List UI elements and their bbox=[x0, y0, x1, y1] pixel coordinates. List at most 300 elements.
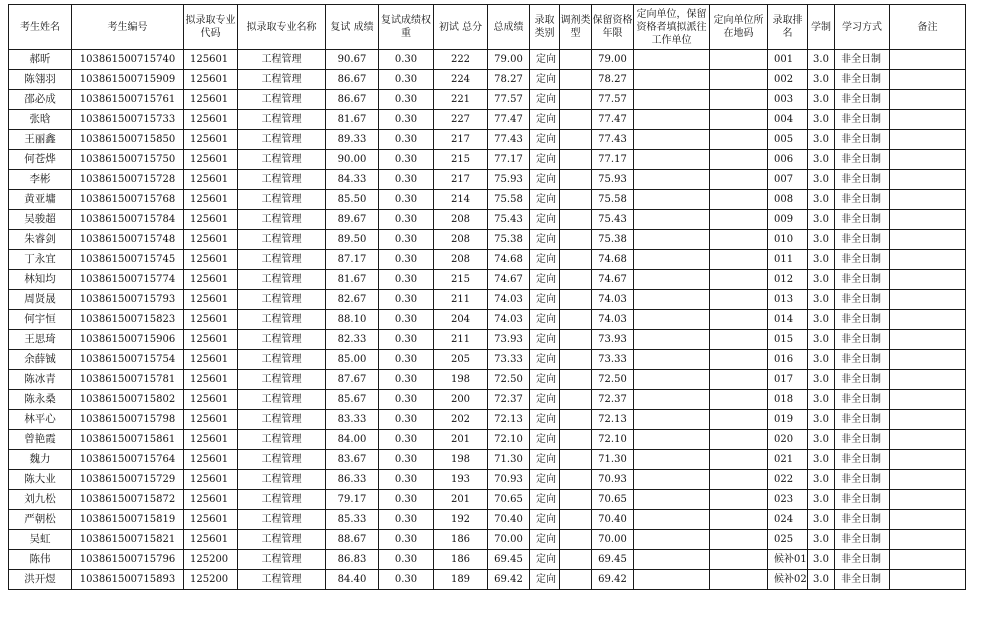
student-name-cell: 曾艳霞 bbox=[9, 430, 72, 450]
major-code-cell: 125601 bbox=[184, 110, 238, 130]
remarks-cell bbox=[890, 270, 966, 290]
admission-category-cell: 定向 bbox=[530, 150, 560, 170]
admission-table bbox=[8, 4, 966, 590]
adjustment-type-cell bbox=[560, 570, 592, 590]
retest-score-cell: 82.67 bbox=[326, 290, 379, 310]
table-row bbox=[9, 110, 966, 130]
study-years-cell: 3.0 bbox=[808, 230, 835, 250]
major-name-cell: 工程管理 bbox=[238, 390, 326, 410]
student-id-cell: 103861500715893 bbox=[72, 570, 184, 590]
initial-score-cell: 224 bbox=[434, 70, 488, 90]
target-unit-cell bbox=[634, 410, 710, 430]
study-mode-cell: 非全日制 bbox=[835, 310, 890, 330]
admission-rank-cell: 023 bbox=[768, 490, 808, 510]
adjustment-type-cell bbox=[560, 230, 592, 250]
unit-location-code-cell bbox=[710, 50, 768, 70]
major-name-cell: 工程管理 bbox=[238, 110, 326, 130]
target-unit-cell bbox=[634, 330, 710, 350]
admission-rank-cell: 025 bbox=[768, 530, 808, 550]
initial-score-cell: 189 bbox=[434, 570, 488, 590]
retest-score-cell: 84.33 bbox=[326, 170, 379, 190]
remarks-cell bbox=[890, 310, 966, 330]
total-score-cell: 70.40 bbox=[488, 510, 530, 530]
total-score-cell: 75.38 bbox=[488, 230, 530, 250]
adjustment-type-cell bbox=[560, 410, 592, 430]
student-name-cell: 黄亚墉 bbox=[9, 190, 72, 210]
unit-location-code-cell bbox=[710, 130, 768, 150]
remarks-cell bbox=[890, 550, 966, 570]
major-code-cell: 125601 bbox=[184, 450, 238, 470]
table-body bbox=[9, 50, 966, 590]
admission-category-cell: 定向 bbox=[530, 50, 560, 70]
unit-location-code-cell bbox=[710, 350, 768, 370]
retain-years-cell: 79.00 bbox=[592, 50, 634, 70]
retain-years-cell: 73.93 bbox=[592, 330, 634, 350]
table-row bbox=[9, 350, 966, 370]
student-id-cell: 103861500715906 bbox=[72, 330, 184, 350]
adjustment-type-cell bbox=[560, 470, 592, 490]
student-id-cell: 103861500715781 bbox=[72, 370, 184, 390]
total-score-cell: 70.65 bbox=[488, 490, 530, 510]
retain-years-cell: 77.47 bbox=[592, 110, 634, 130]
remarks-cell bbox=[890, 170, 966, 190]
adjustment-type-cell bbox=[560, 110, 592, 130]
admission-rank-cell: 021 bbox=[768, 450, 808, 470]
study-mode-cell: 非全日制 bbox=[835, 150, 890, 170]
admission-category-cell: 定向 bbox=[530, 130, 560, 150]
retest-score-cell: 84.40 bbox=[326, 570, 379, 590]
initial-score-cell: 186 bbox=[434, 550, 488, 570]
unit-location-code-cell bbox=[710, 570, 768, 590]
admission-rank-cell: 003 bbox=[768, 90, 808, 110]
table-row bbox=[9, 370, 966, 390]
remarks-cell bbox=[890, 290, 966, 310]
major-name-cell: 工程管理 bbox=[238, 290, 326, 310]
retain-years-cell: 75.58 bbox=[592, 190, 634, 210]
table-row bbox=[9, 130, 966, 150]
unit-location-code-cell bbox=[710, 430, 768, 450]
retest-weight-cell: 0.30 bbox=[379, 250, 434, 270]
table-row bbox=[9, 410, 966, 430]
study-mode-cell: 非全日制 bbox=[835, 90, 890, 110]
student-name-cell: 刘九松 bbox=[9, 490, 72, 510]
target-unit-cell bbox=[634, 530, 710, 550]
column-header: 总成绩 bbox=[488, 5, 530, 50]
student-id-cell: 103861500715819 bbox=[72, 510, 184, 530]
column-header: 录取类别 bbox=[530, 5, 560, 50]
retest-score-cell: 86.33 bbox=[326, 470, 379, 490]
initial-score-cell: 217 bbox=[434, 170, 488, 190]
study-years-cell: 3.0 bbox=[808, 150, 835, 170]
study-mode-cell: 非全日制 bbox=[835, 230, 890, 250]
student-name-cell: 陈冰青 bbox=[9, 370, 72, 390]
remarks-cell bbox=[890, 210, 966, 230]
retain-years-cell: 72.37 bbox=[592, 390, 634, 410]
admission-category-cell: 定向 bbox=[530, 270, 560, 290]
study-mode-cell: 非全日制 bbox=[835, 330, 890, 350]
admission-rank-cell: 007 bbox=[768, 170, 808, 190]
initial-score-cell: 208 bbox=[434, 250, 488, 270]
retest-score-cell: 81.67 bbox=[326, 270, 379, 290]
admission-rank-cell: 020 bbox=[768, 430, 808, 450]
student-name-cell: 林知均 bbox=[9, 270, 72, 290]
retest-weight-cell: 0.30 bbox=[379, 70, 434, 90]
admission-category-cell: 定向 bbox=[530, 490, 560, 510]
study-mode-cell: 非全日制 bbox=[835, 350, 890, 370]
major-code-cell: 125601 bbox=[184, 230, 238, 250]
retest-weight-cell: 0.30 bbox=[379, 390, 434, 410]
unit-location-code-cell bbox=[710, 110, 768, 130]
table-row bbox=[9, 390, 966, 410]
admission-rank-cell: 004 bbox=[768, 110, 808, 130]
table-row bbox=[9, 310, 966, 330]
retain-years-cell: 72.10 bbox=[592, 430, 634, 450]
header-row bbox=[9, 5, 966, 50]
table-row bbox=[9, 470, 966, 490]
initial-score-cell: 208 bbox=[434, 230, 488, 250]
student-id-cell: 103861500715754 bbox=[72, 350, 184, 370]
student-name-cell: 林平心 bbox=[9, 410, 72, 430]
retest-weight-cell: 0.30 bbox=[379, 530, 434, 550]
target-unit-cell bbox=[634, 90, 710, 110]
retest-score-cell: 86.67 bbox=[326, 90, 379, 110]
major-name-cell: 工程管理 bbox=[238, 410, 326, 430]
major-code-cell: 125601 bbox=[184, 190, 238, 210]
column-header: 复试 成绩 bbox=[326, 5, 379, 50]
unit-location-code-cell bbox=[710, 90, 768, 110]
retest-weight-cell: 0.30 bbox=[379, 190, 434, 210]
retain-years-cell: 72.50 bbox=[592, 370, 634, 390]
adjustment-type-cell bbox=[560, 90, 592, 110]
adjustment-type-cell bbox=[560, 390, 592, 410]
table-row bbox=[9, 490, 966, 510]
remarks-cell bbox=[890, 250, 966, 270]
table-row bbox=[9, 50, 966, 70]
major-code-cell: 125200 bbox=[184, 570, 238, 590]
total-score-cell: 69.42 bbox=[488, 570, 530, 590]
study-years-cell: 3.0 bbox=[808, 170, 835, 190]
study-mode-cell: 非全日制 bbox=[835, 170, 890, 190]
initial-score-cell: 198 bbox=[434, 370, 488, 390]
retain-years-cell: 77.43 bbox=[592, 130, 634, 150]
remarks-cell bbox=[890, 450, 966, 470]
student-name-cell: 吴虹 bbox=[9, 530, 72, 550]
adjustment-type-cell bbox=[560, 190, 592, 210]
initial-score-cell: 202 bbox=[434, 410, 488, 430]
student-id-cell: 103861500715748 bbox=[72, 230, 184, 250]
admission-rank-cell: 006 bbox=[768, 150, 808, 170]
retest-weight-cell: 0.30 bbox=[379, 90, 434, 110]
major-code-cell: 125601 bbox=[184, 410, 238, 430]
retain-years-cell: 75.43 bbox=[592, 210, 634, 230]
study-mode-cell: 非全日制 bbox=[835, 190, 890, 210]
study-years-cell: 3.0 bbox=[808, 550, 835, 570]
student-name-cell: 魏力 bbox=[9, 450, 72, 470]
study-mode-cell: 非全日制 bbox=[835, 130, 890, 150]
student-name-cell: 李彬 bbox=[9, 170, 72, 190]
retest-weight-cell: 0.30 bbox=[379, 450, 434, 470]
unit-location-code-cell bbox=[710, 470, 768, 490]
admission-category-cell: 定向 bbox=[530, 110, 560, 130]
target-unit-cell bbox=[634, 490, 710, 510]
total-score-cell: 70.00 bbox=[488, 530, 530, 550]
major-name-cell: 工程管理 bbox=[238, 530, 326, 550]
retest-weight-cell: 0.30 bbox=[379, 490, 434, 510]
retest-score-cell: 85.50 bbox=[326, 190, 379, 210]
major-name-cell: 工程管理 bbox=[238, 570, 326, 590]
total-score-cell: 77.57 bbox=[488, 90, 530, 110]
initial-score-cell: 217 bbox=[434, 130, 488, 150]
table-row bbox=[9, 570, 966, 590]
total-score-cell: 74.03 bbox=[488, 290, 530, 310]
retest-score-cell: 90.00 bbox=[326, 150, 379, 170]
unit-location-code-cell bbox=[710, 310, 768, 330]
target-unit-cell bbox=[634, 210, 710, 230]
remarks-cell bbox=[890, 90, 966, 110]
table-row bbox=[9, 230, 966, 250]
student-name-cell: 王丽鑫 bbox=[9, 130, 72, 150]
retain-years-cell: 74.03 bbox=[592, 290, 634, 310]
study-years-cell: 3.0 bbox=[808, 110, 835, 130]
student-name-cell: 王思琦 bbox=[9, 330, 72, 350]
admission-category-cell: 定向 bbox=[530, 530, 560, 550]
column-header: 定向单位，保留资格者填拟派往工作单位 bbox=[634, 5, 710, 50]
major-name-cell: 工程管理 bbox=[238, 430, 326, 450]
column-header: 学制 bbox=[808, 5, 835, 50]
admission-rank-cell: 016 bbox=[768, 350, 808, 370]
retest-weight-cell: 0.30 bbox=[379, 270, 434, 290]
retest-score-cell: 90.67 bbox=[326, 50, 379, 70]
admission-rank-cell: 008 bbox=[768, 190, 808, 210]
retest-weight-cell: 0.30 bbox=[379, 310, 434, 330]
remarks-cell bbox=[890, 150, 966, 170]
retest-score-cell: 85.33 bbox=[326, 510, 379, 530]
remarks-cell bbox=[890, 570, 966, 590]
study-years-cell: 3.0 bbox=[808, 70, 835, 90]
retest-weight-cell: 0.30 bbox=[379, 170, 434, 190]
major-code-cell: 125601 bbox=[184, 130, 238, 150]
admission-category-cell: 定向 bbox=[530, 170, 560, 190]
target-unit-cell bbox=[634, 310, 710, 330]
column-header: 考生编号 bbox=[72, 5, 184, 50]
admission-category-cell: 定向 bbox=[530, 370, 560, 390]
retest-weight-cell: 0.30 bbox=[379, 150, 434, 170]
total-score-cell: 69.45 bbox=[488, 550, 530, 570]
total-score-cell: 78.27 bbox=[488, 70, 530, 90]
admission-category-cell: 定向 bbox=[530, 210, 560, 230]
initial-score-cell: 227 bbox=[434, 110, 488, 130]
target-unit-cell bbox=[634, 470, 710, 490]
total-score-cell: 70.93 bbox=[488, 470, 530, 490]
target-unit-cell bbox=[634, 270, 710, 290]
admission-category-cell: 定向 bbox=[530, 310, 560, 330]
column-header: 定向单位所在地码 bbox=[710, 5, 768, 50]
unit-location-code-cell bbox=[710, 250, 768, 270]
retest-weight-cell: 0.30 bbox=[379, 330, 434, 350]
total-score-cell: 75.58 bbox=[488, 190, 530, 210]
remarks-cell bbox=[890, 510, 966, 530]
major-name-cell: 工程管理 bbox=[238, 550, 326, 570]
study-mode-cell: 非全日制 bbox=[835, 110, 890, 130]
study-mode-cell: 非全日制 bbox=[835, 50, 890, 70]
student-id-cell: 103861500715745 bbox=[72, 250, 184, 270]
major-name-cell: 工程管理 bbox=[238, 490, 326, 510]
total-score-cell: 77.47 bbox=[488, 110, 530, 130]
study-years-cell: 3.0 bbox=[808, 90, 835, 110]
student-id-cell: 103861500715750 bbox=[72, 150, 184, 170]
column-header: 备注 bbox=[890, 5, 966, 50]
adjustment-type-cell bbox=[560, 290, 592, 310]
admission-rank-cell: 011 bbox=[768, 250, 808, 270]
table-header bbox=[9, 5, 966, 50]
adjustment-type-cell bbox=[560, 50, 592, 70]
adjustment-type-cell bbox=[560, 210, 592, 230]
admission-rank-cell: 012 bbox=[768, 270, 808, 290]
initial-score-cell: 211 bbox=[434, 290, 488, 310]
admission-category-cell: 定向 bbox=[530, 350, 560, 370]
major-name-cell: 工程管理 bbox=[238, 90, 326, 110]
student-name-cell: 余薛铖 bbox=[9, 350, 72, 370]
table-row bbox=[9, 450, 966, 470]
target-unit-cell bbox=[634, 350, 710, 370]
initial-score-cell: 222 bbox=[434, 50, 488, 70]
admission-category-cell: 定向 bbox=[530, 190, 560, 210]
adjustment-type-cell bbox=[560, 490, 592, 510]
retest-weight-cell: 0.30 bbox=[379, 210, 434, 230]
study-mode-cell: 非全日制 bbox=[835, 430, 890, 450]
table-row bbox=[9, 330, 966, 350]
column-header: 保留资格年限 bbox=[592, 5, 634, 50]
major-code-cell: 125601 bbox=[184, 210, 238, 230]
major-code-cell: 125200 bbox=[184, 550, 238, 570]
retain-years-cell: 70.93 bbox=[592, 470, 634, 490]
major-name-cell: 工程管理 bbox=[238, 230, 326, 250]
admission-category-cell: 定向 bbox=[530, 570, 560, 590]
major-name-cell: 工程管理 bbox=[238, 310, 326, 330]
student-name-cell: 陈伟 bbox=[9, 550, 72, 570]
student-name-cell: 邵必成 bbox=[9, 90, 72, 110]
study-years-cell: 3.0 bbox=[808, 310, 835, 330]
retain-years-cell: 77.57 bbox=[592, 90, 634, 110]
admission-category-cell: 定向 bbox=[530, 290, 560, 310]
student-name-cell: 周贤晟 bbox=[9, 290, 72, 310]
study-years-cell: 3.0 bbox=[808, 470, 835, 490]
study-mode-cell: 非全日制 bbox=[835, 410, 890, 430]
unit-location-code-cell bbox=[710, 450, 768, 470]
student-id-cell: 103861500715764 bbox=[72, 450, 184, 470]
adjustment-type-cell bbox=[560, 350, 592, 370]
study-years-cell: 3.0 bbox=[808, 210, 835, 230]
adjustment-type-cell bbox=[560, 310, 592, 330]
initial-score-cell: 211 bbox=[434, 330, 488, 350]
retain-years-cell: 69.45 bbox=[592, 550, 634, 570]
target-unit-cell bbox=[634, 570, 710, 590]
unit-location-code-cell bbox=[710, 510, 768, 530]
student-id-cell: 103861500715798 bbox=[72, 410, 184, 430]
study-years-cell: 3.0 bbox=[808, 570, 835, 590]
major-code-cell: 125601 bbox=[184, 330, 238, 350]
adjustment-type-cell bbox=[560, 530, 592, 550]
retest-score-cell: 83.67 bbox=[326, 450, 379, 470]
column-header: 拟录取专业代码 bbox=[184, 5, 238, 50]
major-code-cell: 125601 bbox=[184, 510, 238, 530]
total-score-cell: 73.93 bbox=[488, 330, 530, 350]
adjustment-type-cell bbox=[560, 150, 592, 170]
unit-location-code-cell bbox=[710, 170, 768, 190]
admission-category-cell: 定向 bbox=[530, 230, 560, 250]
unit-location-code-cell bbox=[710, 270, 768, 290]
student-id-cell: 103861500715729 bbox=[72, 470, 184, 490]
admission-category-cell: 定向 bbox=[530, 430, 560, 450]
initial-score-cell: 205 bbox=[434, 350, 488, 370]
adjustment-type-cell bbox=[560, 550, 592, 570]
table-row bbox=[9, 70, 966, 90]
target-unit-cell bbox=[634, 250, 710, 270]
major-name-cell: 工程管理 bbox=[238, 50, 326, 70]
study-years-cell: 3.0 bbox=[808, 250, 835, 270]
retest-score-cell: 89.67 bbox=[326, 210, 379, 230]
total-score-cell: 74.67 bbox=[488, 270, 530, 290]
student-id-cell: 103861500715728 bbox=[72, 170, 184, 190]
unit-location-code-cell bbox=[710, 550, 768, 570]
total-score-cell: 74.68 bbox=[488, 250, 530, 270]
admission-category-cell: 定向 bbox=[530, 470, 560, 490]
total-score-cell: 72.37 bbox=[488, 390, 530, 410]
major-code-cell: 125601 bbox=[184, 350, 238, 370]
retest-score-cell: 81.67 bbox=[326, 110, 379, 130]
retain-years-cell: 74.03 bbox=[592, 310, 634, 330]
admission-rank-cell: 002 bbox=[768, 70, 808, 90]
retest-weight-cell: 0.30 bbox=[379, 290, 434, 310]
study-years-cell: 3.0 bbox=[808, 130, 835, 150]
major-code-cell: 125601 bbox=[184, 70, 238, 90]
retest-weight-cell: 0.30 bbox=[379, 570, 434, 590]
major-name-cell: 工程管理 bbox=[238, 510, 326, 530]
retest-weight-cell: 0.30 bbox=[379, 370, 434, 390]
target-unit-cell bbox=[634, 290, 710, 310]
student-name-cell: 朱睿剑 bbox=[9, 230, 72, 250]
admission-rank-cell: 022 bbox=[768, 470, 808, 490]
study-years-cell: 3.0 bbox=[808, 450, 835, 470]
study-mode-cell: 非全日制 bbox=[835, 270, 890, 290]
major-name-cell: 工程管理 bbox=[238, 270, 326, 290]
retest-score-cell: 82.33 bbox=[326, 330, 379, 350]
study-years-cell: 3.0 bbox=[808, 290, 835, 310]
retest-weight-cell: 0.30 bbox=[379, 50, 434, 70]
admission-rank-cell: 017 bbox=[768, 370, 808, 390]
study-years-cell: 3.0 bbox=[808, 390, 835, 410]
study-years-cell: 3.0 bbox=[808, 190, 835, 210]
student-id-cell: 103861500715909 bbox=[72, 70, 184, 90]
admission-rank-cell: 005 bbox=[768, 130, 808, 150]
remarks-cell bbox=[890, 470, 966, 490]
admission-category-cell: 定向 bbox=[530, 510, 560, 530]
remarks-cell bbox=[890, 410, 966, 430]
table-row bbox=[9, 190, 966, 210]
retest-weight-cell: 0.30 bbox=[379, 350, 434, 370]
retest-score-cell: 86.83 bbox=[326, 550, 379, 570]
student-name-cell: 张晗 bbox=[9, 110, 72, 130]
retest-score-cell: 86.67 bbox=[326, 70, 379, 90]
unit-location-code-cell bbox=[710, 330, 768, 350]
remarks-cell bbox=[890, 190, 966, 210]
retain-years-cell: 70.65 bbox=[592, 490, 634, 510]
major-code-cell: 125601 bbox=[184, 250, 238, 270]
column-header: 学习方式 bbox=[835, 5, 890, 50]
major-code-cell: 125601 bbox=[184, 390, 238, 410]
study-mode-cell: 非全日制 bbox=[835, 530, 890, 550]
major-code-cell: 125601 bbox=[184, 530, 238, 550]
